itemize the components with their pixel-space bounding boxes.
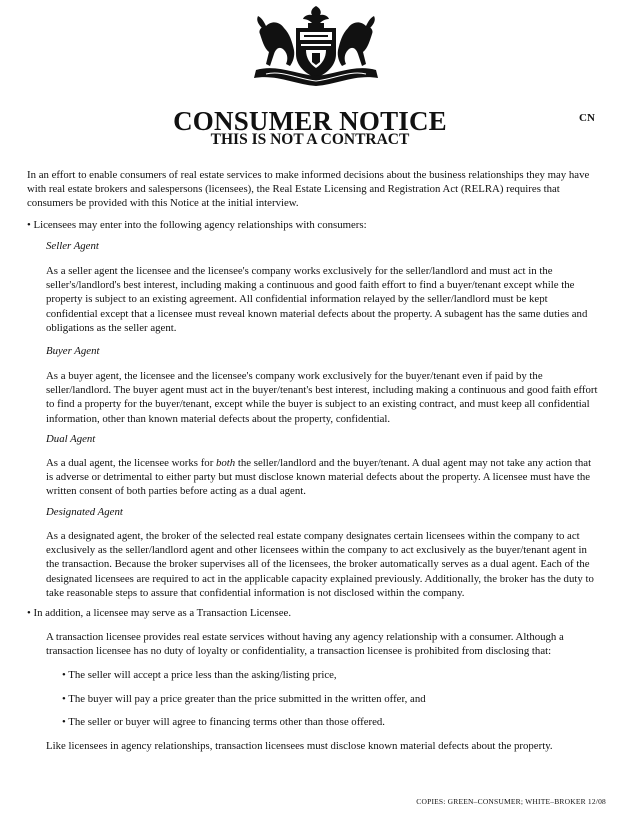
buyer-agent-body: As a buyer agent, the licensee and the licensee's company work exclusively for the buyer/tenant even if paid by the seller/landlord. The buyer agent must act in the buyer/tenant's best interest, including making a continuous and good faith effort to find a property for the buyer/tenant, except while the buyer is subject to an existing contract, and must keep all confidential information, other than known material defects about the property, confidential. (46, 370, 598, 425)
transaction-body: A transaction licensee provides real estate services without having any agency relationship with a consumer. Although a transaction licensee has no duty of loyalty or confidentiality, a transaction licensee is prohibited from disclosing that: (46, 631, 564, 658)
buyer-agent-heading: Buyer Agent (46, 345, 100, 357)
transaction-intro: • In addition, a licensee may serve as a Transaction Licensee. (27, 607, 292, 619)
transaction-bullet-3: • The seller or buyer will agree to financing terms other than those offered. (62, 716, 385, 728)
dual-agent-emphasis: both (216, 457, 236, 469)
transaction-closing: Like licensees in agency relationships, transaction licensees must disclose known material defects about the property. (46, 740, 553, 752)
designated-agent-heading: Designated Agent (46, 506, 123, 518)
page-subtitle: THIS IS NOT A CONTRACT (210, 131, 410, 148)
footer-copies: COPIES: GREEN–CONSUMER; WHITE–BROKER 12/08 (416, 797, 606, 806)
dual-agent-body: As a dual agent, the licensee works for both the seller/landlord and the buyer/tenant. A dual agent may not take any action that is adverse or detrimental to either party but must disclose known material defects about the property. A licensee must have the written consent of both parties before acting as a dual agent. (46, 457, 592, 498)
designated-agent-body: As a designated agent, the broker of the selected real estate company designates certain licensees within the company to act exclusively as the seller/landlord agent and other licensees within the company to act exclusively as the buyer/tenant agent in the transaction. Because the broker supervises all of the licensees, the broker automatically serves as a dual agent. Each of the designated licensees are required to act in the applicable capacity explained previously. Additionally, the broker has the duty to take reasonable steps to assure that confidential information is not disclosed within the company. (46, 530, 594, 599)
page-title: CONSUMER NOTICE (173, 106, 447, 136)
seller-agent-body: As a seller agent the licensee and the licensee's company works exclusively for the seller/landlord and must act in the seller's/landlord's best interest, including making a continuous and good faith effort to find a buyer/tenant except while the property is subject to an existing agreement. All confidential information relayed by the seller/landlord must be kept confidential except that a licensee must reveal known material defects about the property. A subagent has the same duties and obligations as the seller agent. (46, 265, 588, 334)
dual-agent-heading: Dual Agent (46, 433, 96, 445)
transaction-bullet-2: • The buyer will pay a price greater than the price submitted in the written offer, and (62, 693, 426, 705)
seller-agent-heading: Seller Agent (46, 240, 99, 252)
transaction-bullet-1: • The seller will accept a price less than the asking/listing price, (62, 669, 337, 681)
agency-intro: • Licensees may enter into the following agency relationships with consumers: (27, 219, 367, 231)
form-code: CN (579, 112, 595, 124)
pennsylvania-coat-of-arms-seal (246, 4, 386, 88)
intro-paragraph: In an effort to enable consumers of real estate services to make informed decisions about the business relationships they may have with real estate brokers and salespersons (licensees), the Real Estate Licensing and Registration Act (RELRA) requires that consumers be provided with this Notice at the initial interview. (27, 169, 590, 210)
